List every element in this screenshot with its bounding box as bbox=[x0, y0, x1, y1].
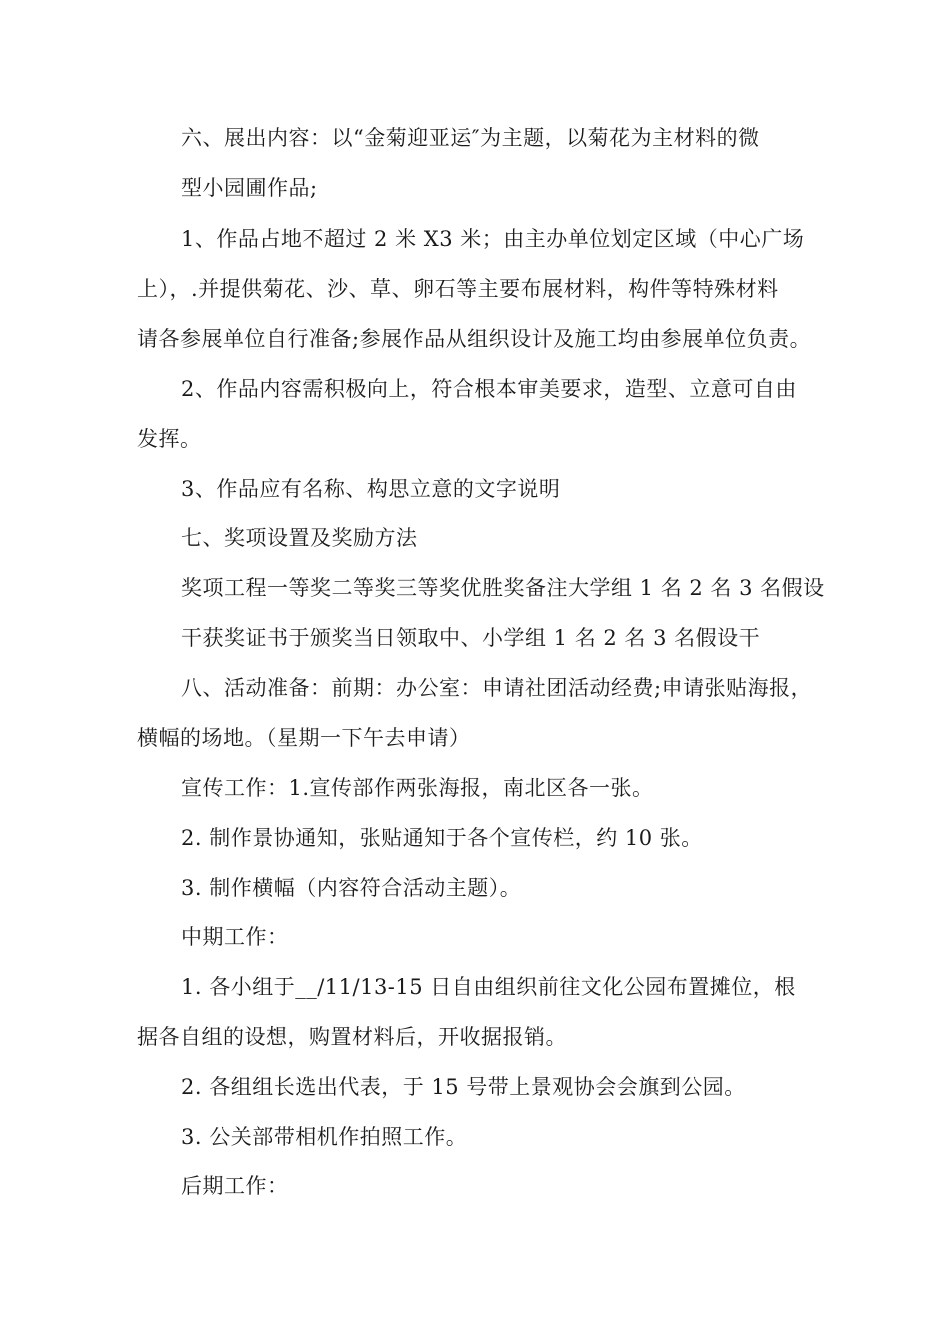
text-line: 3. 制作横幅（内容符合活动主题）。 bbox=[181, 876, 522, 900]
text-line: 后期工作： bbox=[181, 1174, 289, 1198]
text-line: 干获奖证书于颁奖当日领取中、小学组 1 名 2 名 3 名假设干 bbox=[181, 626, 761, 650]
text-line: 2、作品内容需积极向上，符合根本审美要求，造型、立意可自由 bbox=[181, 377, 797, 401]
text-line: 2. 各组组长选出代表，于 15 号带上景观协会会旗到公园。 bbox=[181, 1075, 746, 1099]
text-line: 横幅的场地。（星期一下午去申请） bbox=[137, 726, 471, 750]
text-line: 六、展出内容：以“金菊迎亚运″为主题，以菊花为主材料的微 bbox=[181, 126, 760, 150]
text-line: 上），.并提供菊花、沙、草、卵石等主要布展材料，构件等特殊材料 bbox=[137, 277, 779, 301]
text-line: 发挥。 bbox=[137, 427, 202, 451]
text-line: 七、奖项设置及奖励方法 bbox=[181, 526, 418, 550]
text-line: 请各参展单位自行准备;参展作品从组织设计及施工均由参展单位负责。 bbox=[137, 327, 812, 351]
text-line: 3. 公关部带相机作拍照工作。 bbox=[181, 1125, 468, 1149]
text-line: 奖项工程一等奖二等奖三等奖优胜奖备注大学组 1 名 2 名 3 名假设 bbox=[181, 576, 825, 600]
text-line: 宣传工作：1.宣传部作两张海报，南北区各一张。 bbox=[181, 776, 654, 800]
text-line: 1. 各小组于__/11/13-15 日自由组织前往文化公园布置摊位，根 bbox=[181, 975, 796, 999]
text-line: 型小园圃作品; bbox=[181, 176, 318, 200]
text-line: 1、作品占地不超过 2 米 X3 米；由主办单位划定区域（中心广场 bbox=[181, 227, 805, 251]
text-line: 据各自组的设想，购置材料后，开收据报销。 bbox=[137, 1025, 567, 1049]
text-line: 八、活动准备：前期：办公室：申请社团活动经费;申请张贴海报， bbox=[181, 676, 813, 700]
text-line: 中期工作： bbox=[181, 925, 289, 949]
text-line: 2. 制作景协通知，张贴通知于各个宣传栏，约 10 张。 bbox=[181, 826, 703, 850]
text-line: 3、作品应有名称、构思立意的文字说明 bbox=[181, 477, 561, 501]
